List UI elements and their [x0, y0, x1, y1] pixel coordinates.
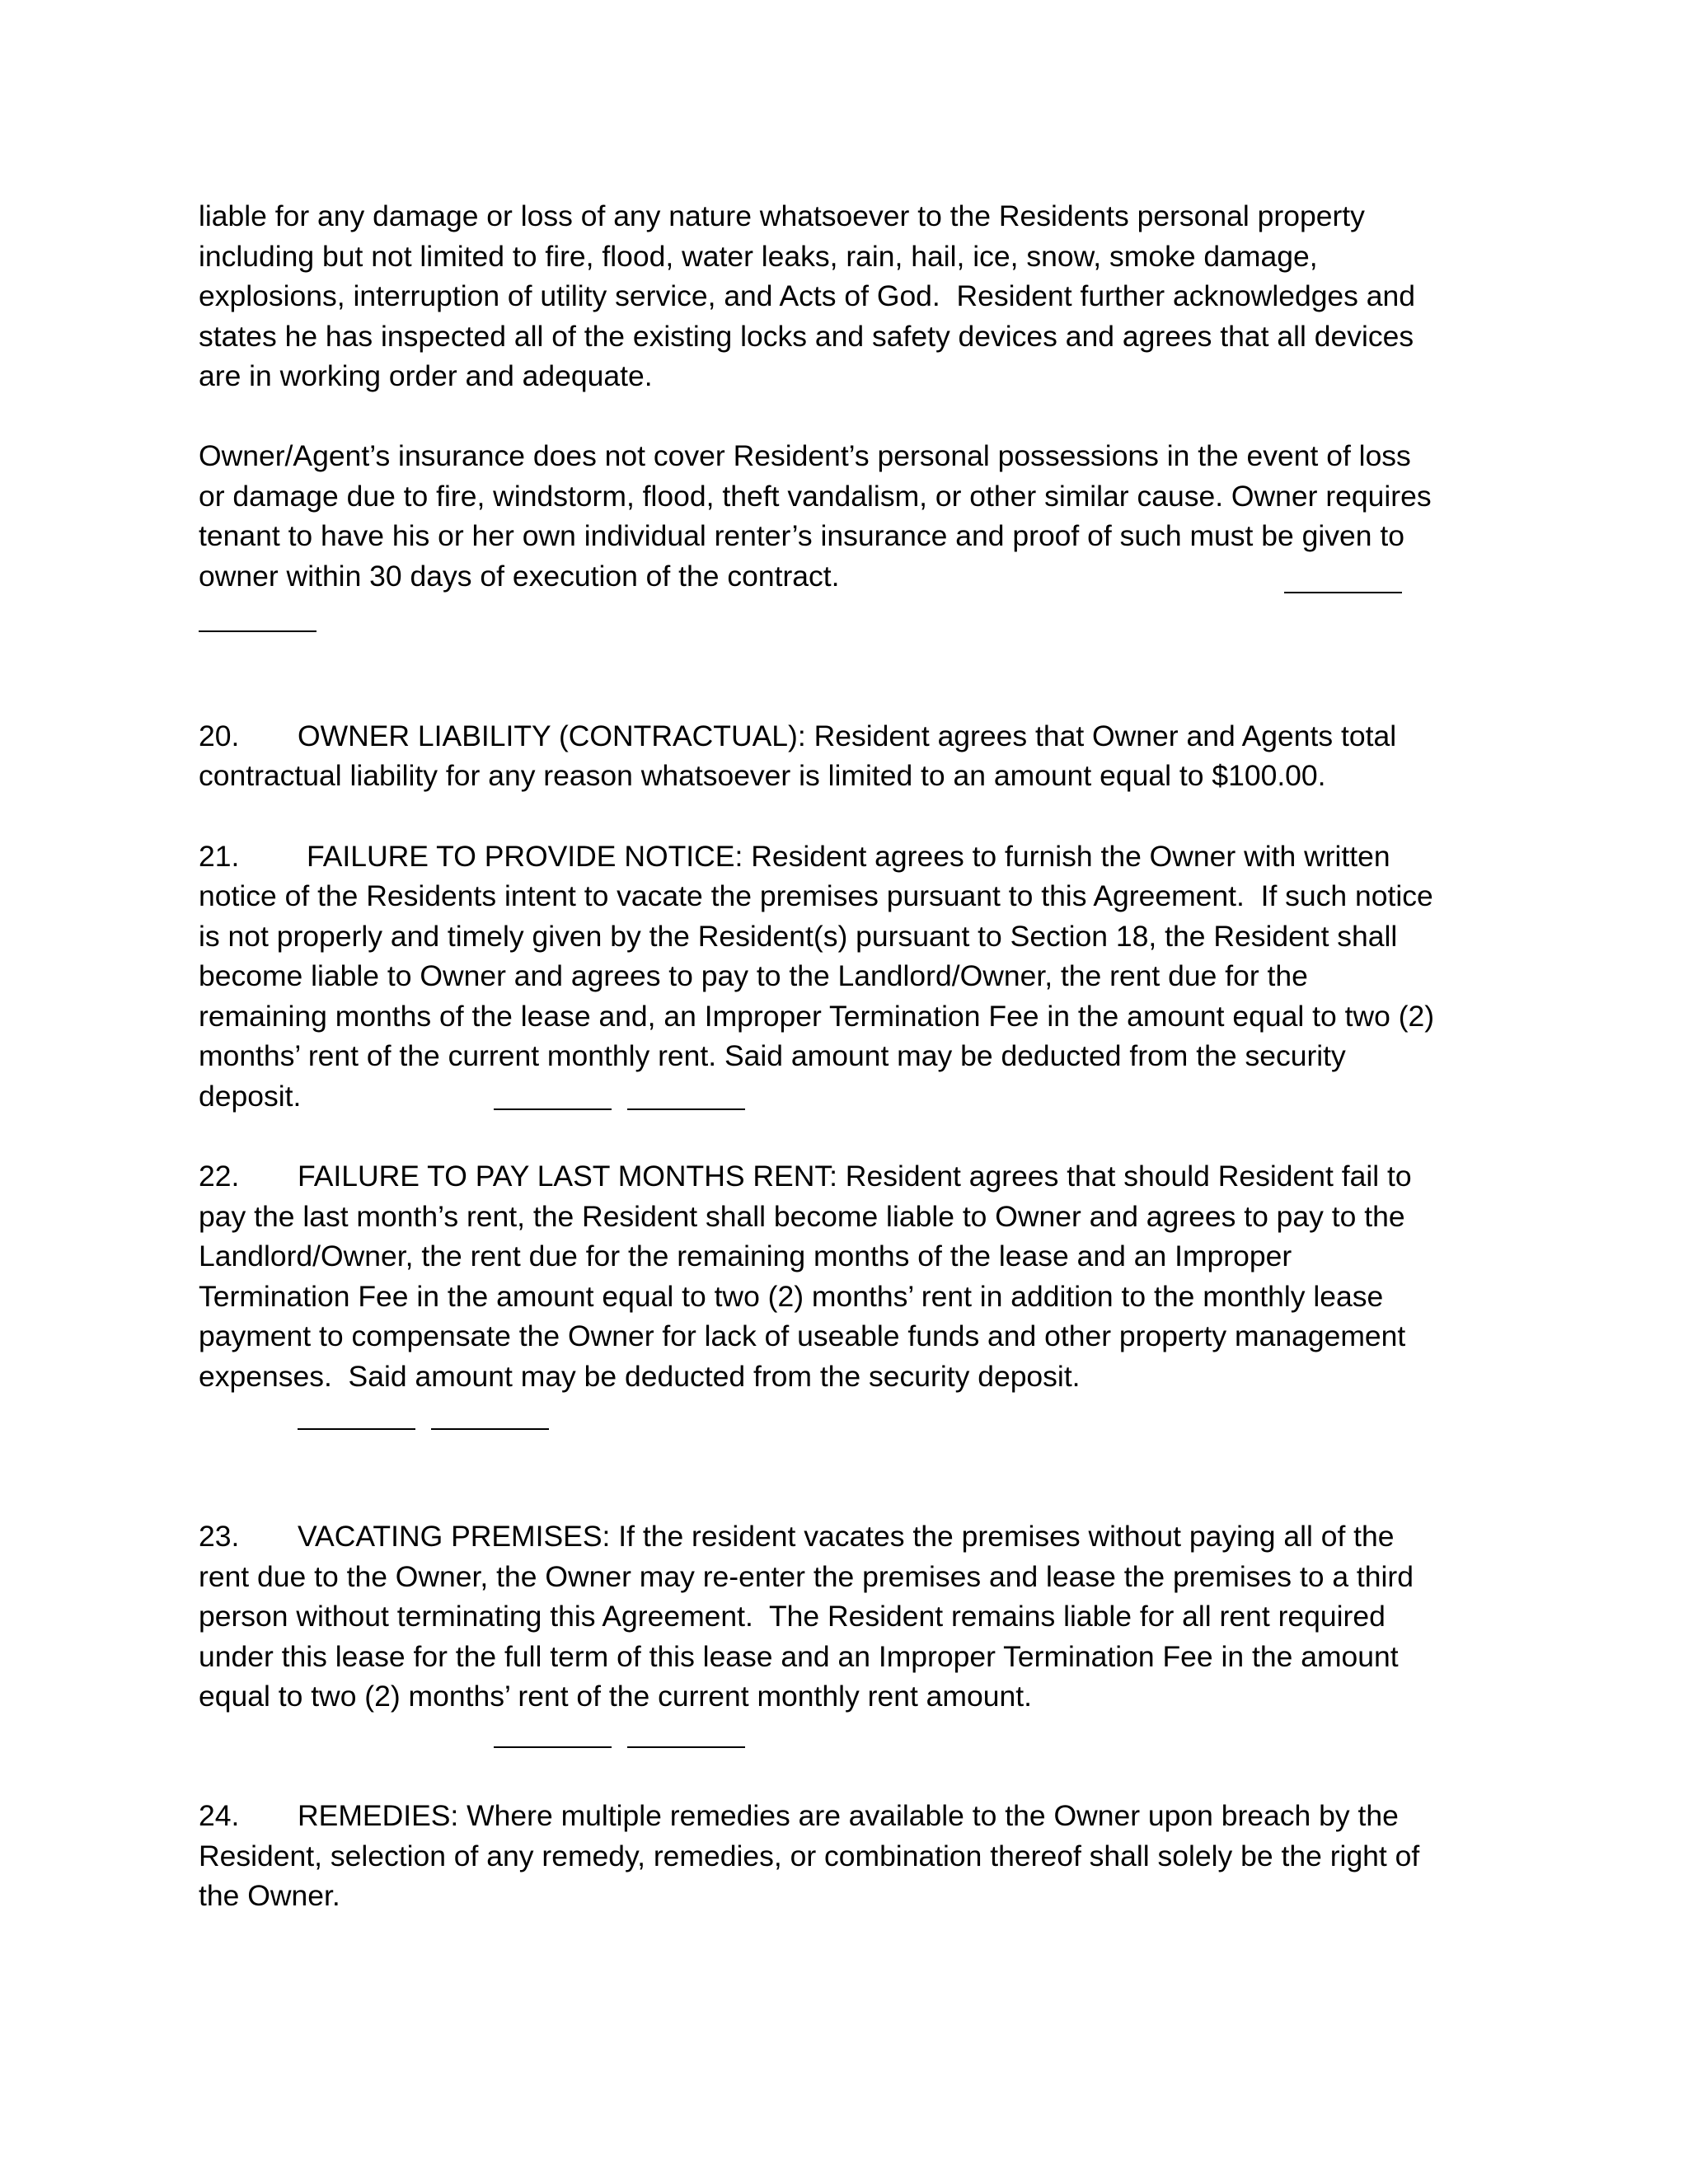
text-line: VACATING PREMISES: If the resident vacates the premises without paying all of the	[298, 1520, 1395, 1553]
section-number: 21.	[199, 840, 240, 873]
section-heading-line	[199, 837, 1390, 877]
initials-blank[interactable]	[494, 1746, 612, 1748]
text-line: months’ rent of the current monthly rent. Said amount may be deducted from the security	[199, 1039, 1346, 1072]
text-line: remaining months of the lease and, an Improper Termination Fee in the amount equal to two (2)	[199, 1000, 1435, 1033]
section-number: 23.	[199, 1520, 240, 1553]
text-line: person without terminating this Agreement. The Resident remains liable for all rent required	[199, 1600, 1386, 1633]
text-line: Resident, selection of any remedy, remedies, or combination thereof shall solely be the right of	[199, 1840, 1420, 1872]
text-line: payment to compensate the Owner for lack of useable funds and other property management	[199, 1319, 1406, 1352]
text-line: REMEDIES: Where multiple remedies are available to the Owner upon breach by the	[298, 1799, 1399, 1832]
text-line: FAILURE TO PROVIDE NOTICE: Resident agrees to furnish the Owner with written	[307, 840, 1390, 873]
section-heading-line	[199, 1796, 1399, 1836]
initials-blank[interactable]	[627, 1108, 745, 1110]
text-line: owner within 30 days of execution of the contract.	[199, 560, 840, 593]
text-line: liable for any damage or loss of any nature whatsoever to the Residents personal property	[199, 199, 1365, 232]
section-number: 20.	[199, 719, 240, 752]
text-line: become liable to Owner and agrees to pay to the Landlord/Owner, the rent due for the	[199, 959, 1308, 992]
section-number: 22.	[199, 1160, 240, 1193]
text-line: notice of the Residents intent to vacate the premises pursuant to this Agreement. If such notice	[199, 879, 1433, 912]
text-line: Landlord/Owner, the rent due for the remaining months of the lease and an Improper	[199, 1240, 1292, 1272]
text-line: is not properly and timely given by the Resident(s) pursuant to Section 18, the Resident shall	[199, 920, 1398, 953]
initials-blank[interactable]	[1284, 592, 1402, 593]
text-line: or damage due to fire, windstorm, flood, theft vandalism, or other similar cause. Owner requires	[199, 480, 1432, 513]
text-line: OWNER LIABILITY (CONTRACTUAL): Resident agrees that Owner and Agents total	[298, 719, 1397, 752]
text-line: are in working order and adequate.	[199, 359, 653, 392]
text-line: the Owner.	[199, 1879, 340, 1912]
text-line: contractual liability for any reason whatsoever is limited to an amount equal to $100.00.	[199, 759, 1326, 792]
text-line: Termination Fee in the amount equal to two (2) months’ rent in addition to the monthly lease	[199, 1280, 1384, 1313]
section-heading-line	[199, 1516, 1395, 1557]
section-heading-line	[199, 1156, 1412, 1197]
initials-blank[interactable]	[431, 1428, 549, 1430]
text-line: including but not limited to fire, flood, water leaks, rain, hail, ice, snow, smoke damage,	[199, 240, 1318, 273]
text-line: deposit.	[199, 1080, 302, 1113]
text-line: Owner/Agent’s insurance does not cover Resident’s personal possessions in the event of loss	[199, 439, 1411, 472]
text-line: explosions, interruption of utility service, and Acts of God. Resident further acknowledges and	[199, 279, 1416, 312]
section-heading-line	[199, 716, 1396, 757]
section-number: 24.	[199, 1799, 240, 1832]
text-line: states he has inspected all of the existing locks and safety devices and agrees that all devices	[199, 320, 1414, 353]
text-line: equal to two (2) months’ rent of the current monthly rent amount.	[199, 1680, 1032, 1713]
initials-blank[interactable]	[199, 630, 316, 632]
text-line: tenant to have his or her own individual renter’s insurance and proof of such must be given to	[199, 519, 1404, 552]
text-line: rent due to the Owner, the Owner may re-enter the premises and lease the premises to a third	[199, 1560, 1414, 1593]
text-line: under this lease for the full term of this lease and an Improper Termination Fee in the amount	[199, 1640, 1399, 1673]
text-line: FAILURE TO PAY LAST MONTHS RENT: Resident agrees that should Resident fail to	[298, 1160, 1412, 1193]
text-line: expenses. Said amount may be deducted from the security deposit.	[199, 1360, 1081, 1393]
text-line: pay the last month’s rent, the Resident shall become liable to Owner and agrees to pay to the	[199, 1200, 1405, 1233]
initials-blank[interactable]	[298, 1428, 415, 1430]
initials-blank[interactable]	[494, 1108, 612, 1110]
initials-blank[interactable]	[627, 1746, 745, 1748]
